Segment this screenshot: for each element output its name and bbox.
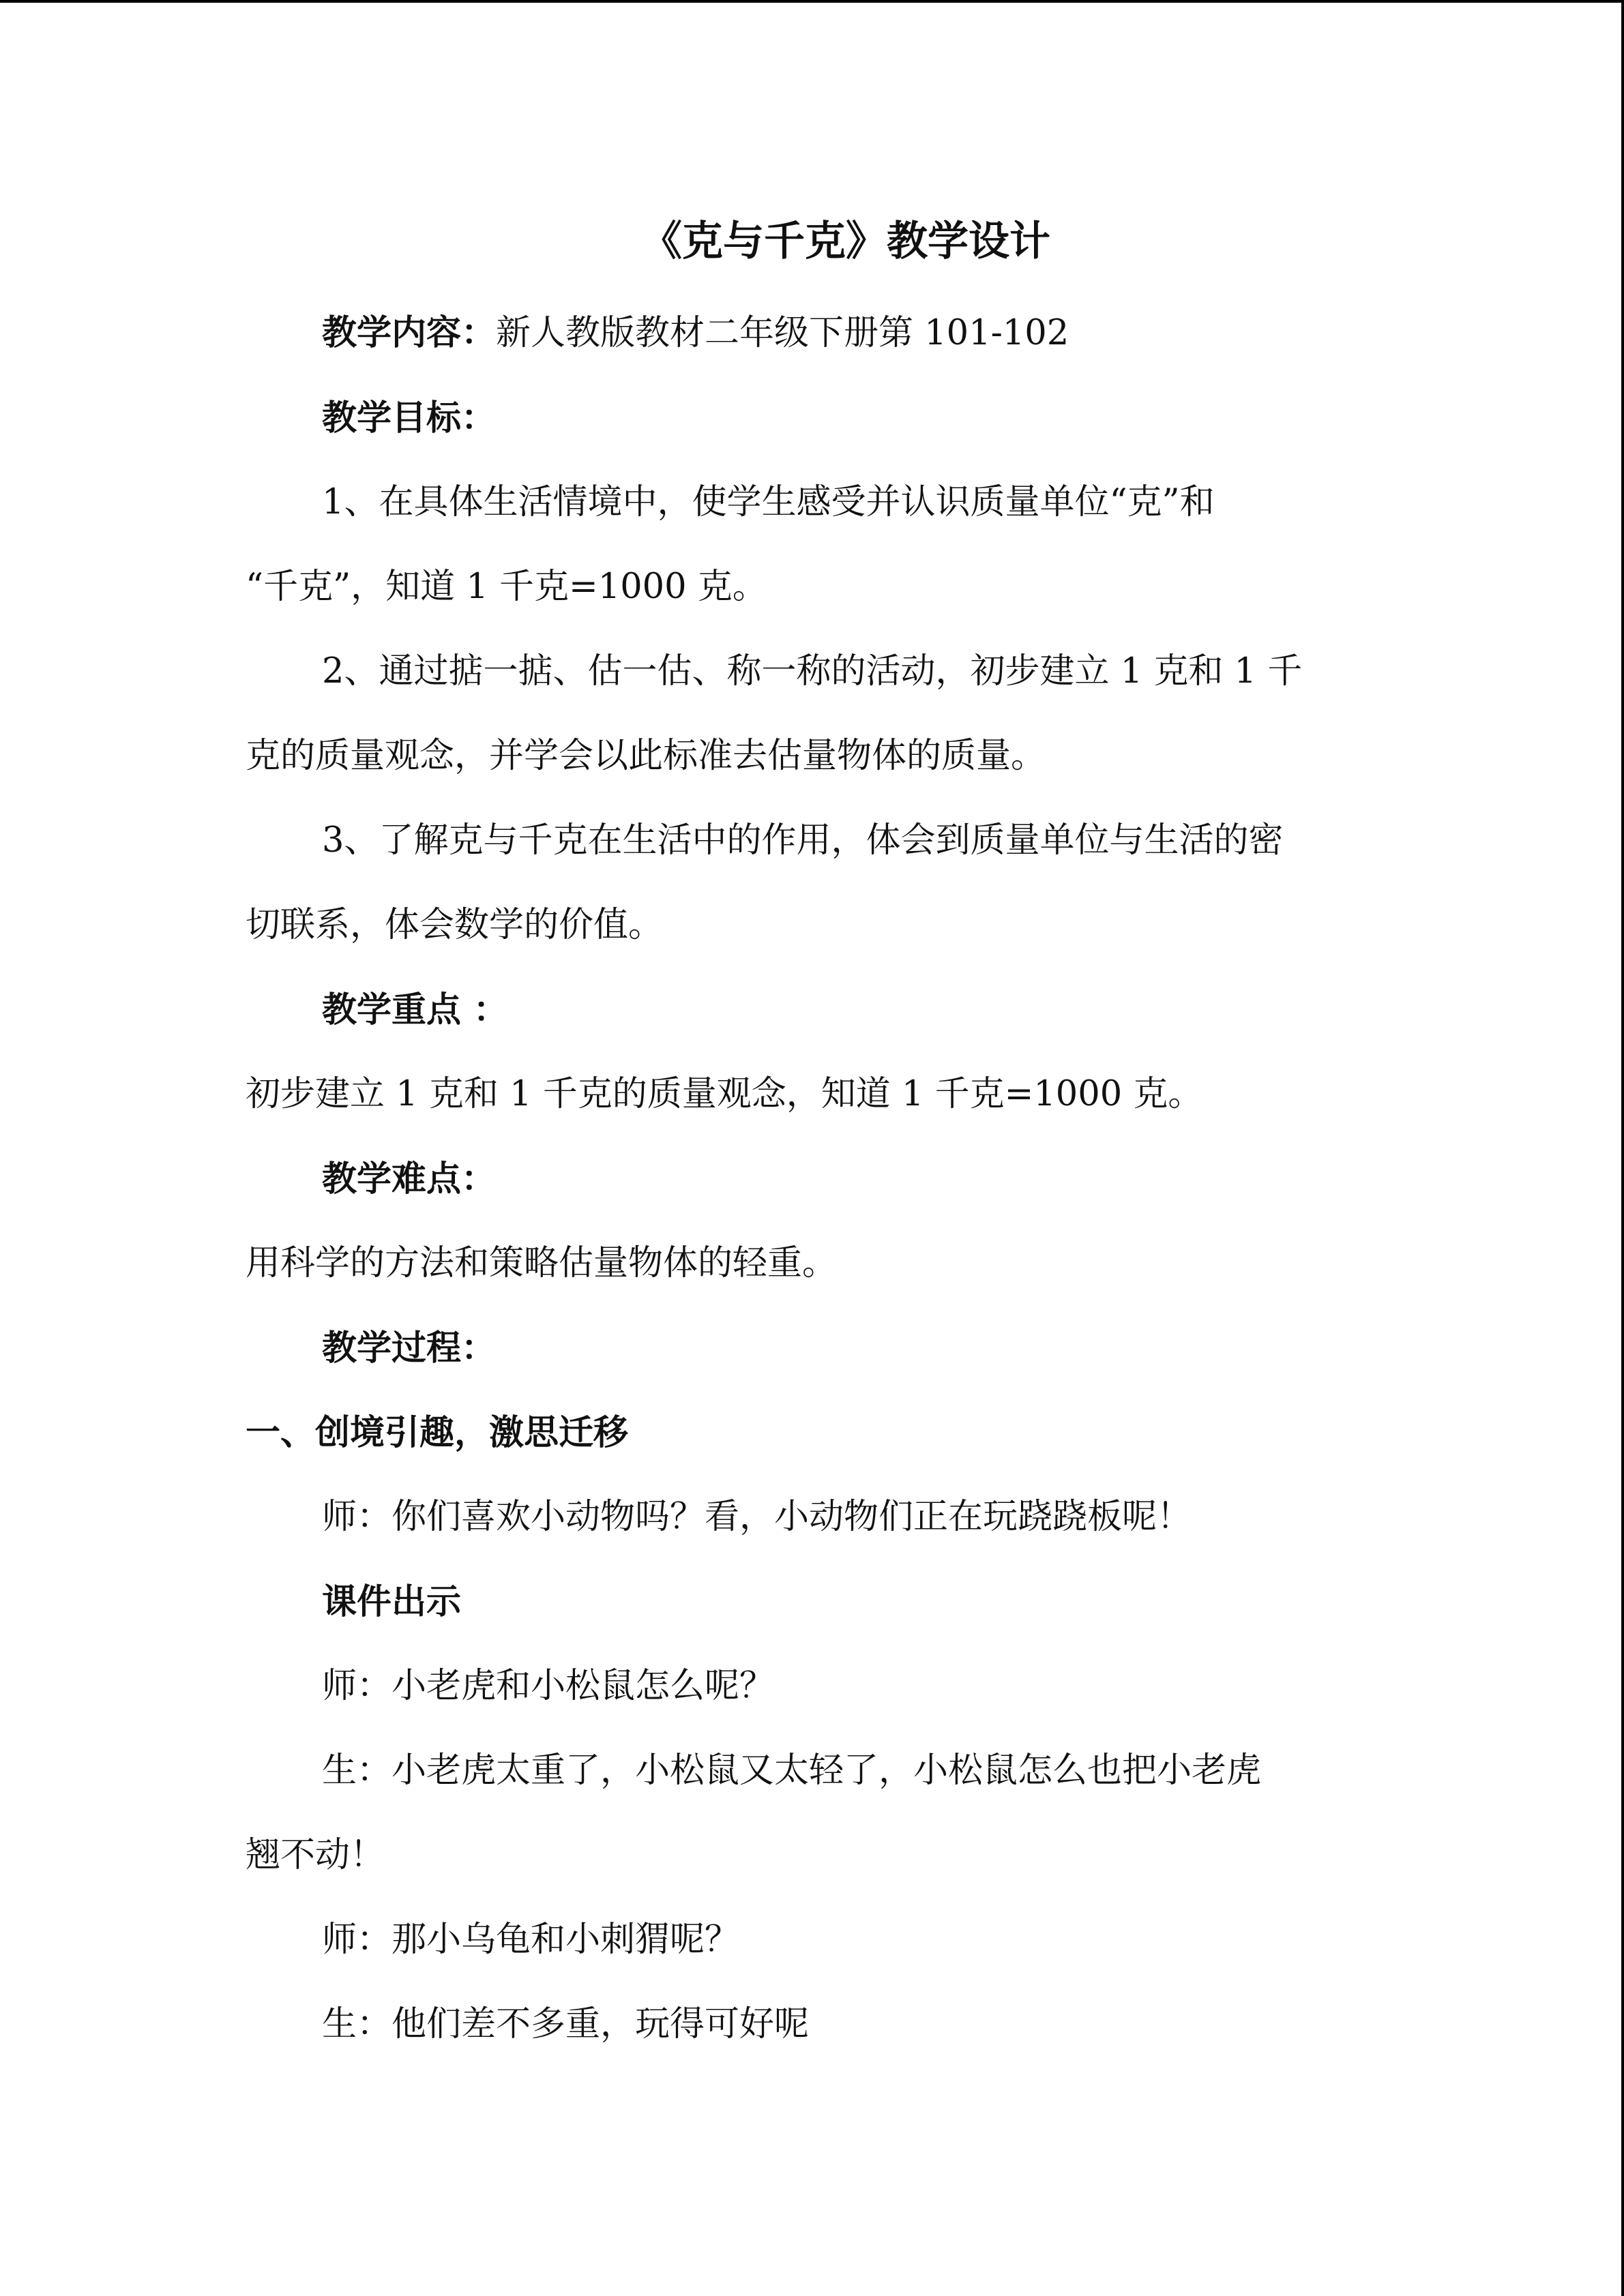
document-title: 《克与千克》教学设计 [641, 218, 1050, 265]
keypoint-text: 初步建立 1 克和 1 千克的质量观念，知道 1 千克=1000 克。 [246, 1074, 1203, 1114]
objectives-heading: 教学目标： [322, 398, 497, 438]
document-body [246, 205, 1378, 2067]
objective-1-line-2: “千克”，知道 1 千克=1000 克。 [246, 567, 767, 607]
objective-2-line-2: 克的质量观念，并学会以此标准去估量物体的质量。 [246, 736, 1046, 776]
objective-1-line-1: 1、在具体生活情境中，使学生感受并认识质量单位“克”和 [322, 482, 1215, 522]
teaching-content [246, 290, 1378, 376]
dialogue-teacher-3: 师：那小乌龟和小刺猬呢？ [322, 1920, 740, 1960]
objective-3-line-2: 切联系，体会数学的价值。 [246, 905, 664, 945]
dialogue-teacher-2: 师：小老虎和小松鼠怎么呢？ [322, 1666, 775, 1706]
dialogue-teacher-1: 师：你们喜欢小动物吗？看，小动物们正在玩跷跷板呢！ [322, 1497, 1192, 1537]
dialogue-student-2: 生：他们差不多重，玩得可好呢 [322, 2004, 810, 2044]
keypoint-heading: 教学重点 ： [322, 989, 508, 1030]
dialogue-student-1-line-2: 翘不动！ [246, 1835, 385, 1875]
difficulty-heading: 教学难点： [322, 1159, 497, 1199]
dialogue-student-1-line-1: 生：小老虎太重了，小松鼠又太轻了，小松鼠怎么也把小老虎 [322, 1750, 1262, 1791]
section-1-heading: 一、创境引趣，激思迁移 [246, 1412, 629, 1453]
courseware-label: 课件出示 [322, 1581, 462, 1622]
objective-2-line-1: 2、通过掂一掂、估一估、称一称的活动，初步建立 1 克和 1 千 [322, 651, 1303, 691]
process-heading: 教学过程： [322, 1328, 497, 1369]
objective-3-line-1: 3、了解克与千克在生活中的作用，体会到质量单位与生活的密 [322, 820, 1284, 861]
teaching-content-text: 新人教版教材二年级下册第 101-102 [496, 313, 1069, 353]
teaching-content-label: 教学内容： [322, 312, 497, 353]
difficulty-text: 用科学的方法和策略估量物体的轻重。 [246, 1243, 838, 1283]
